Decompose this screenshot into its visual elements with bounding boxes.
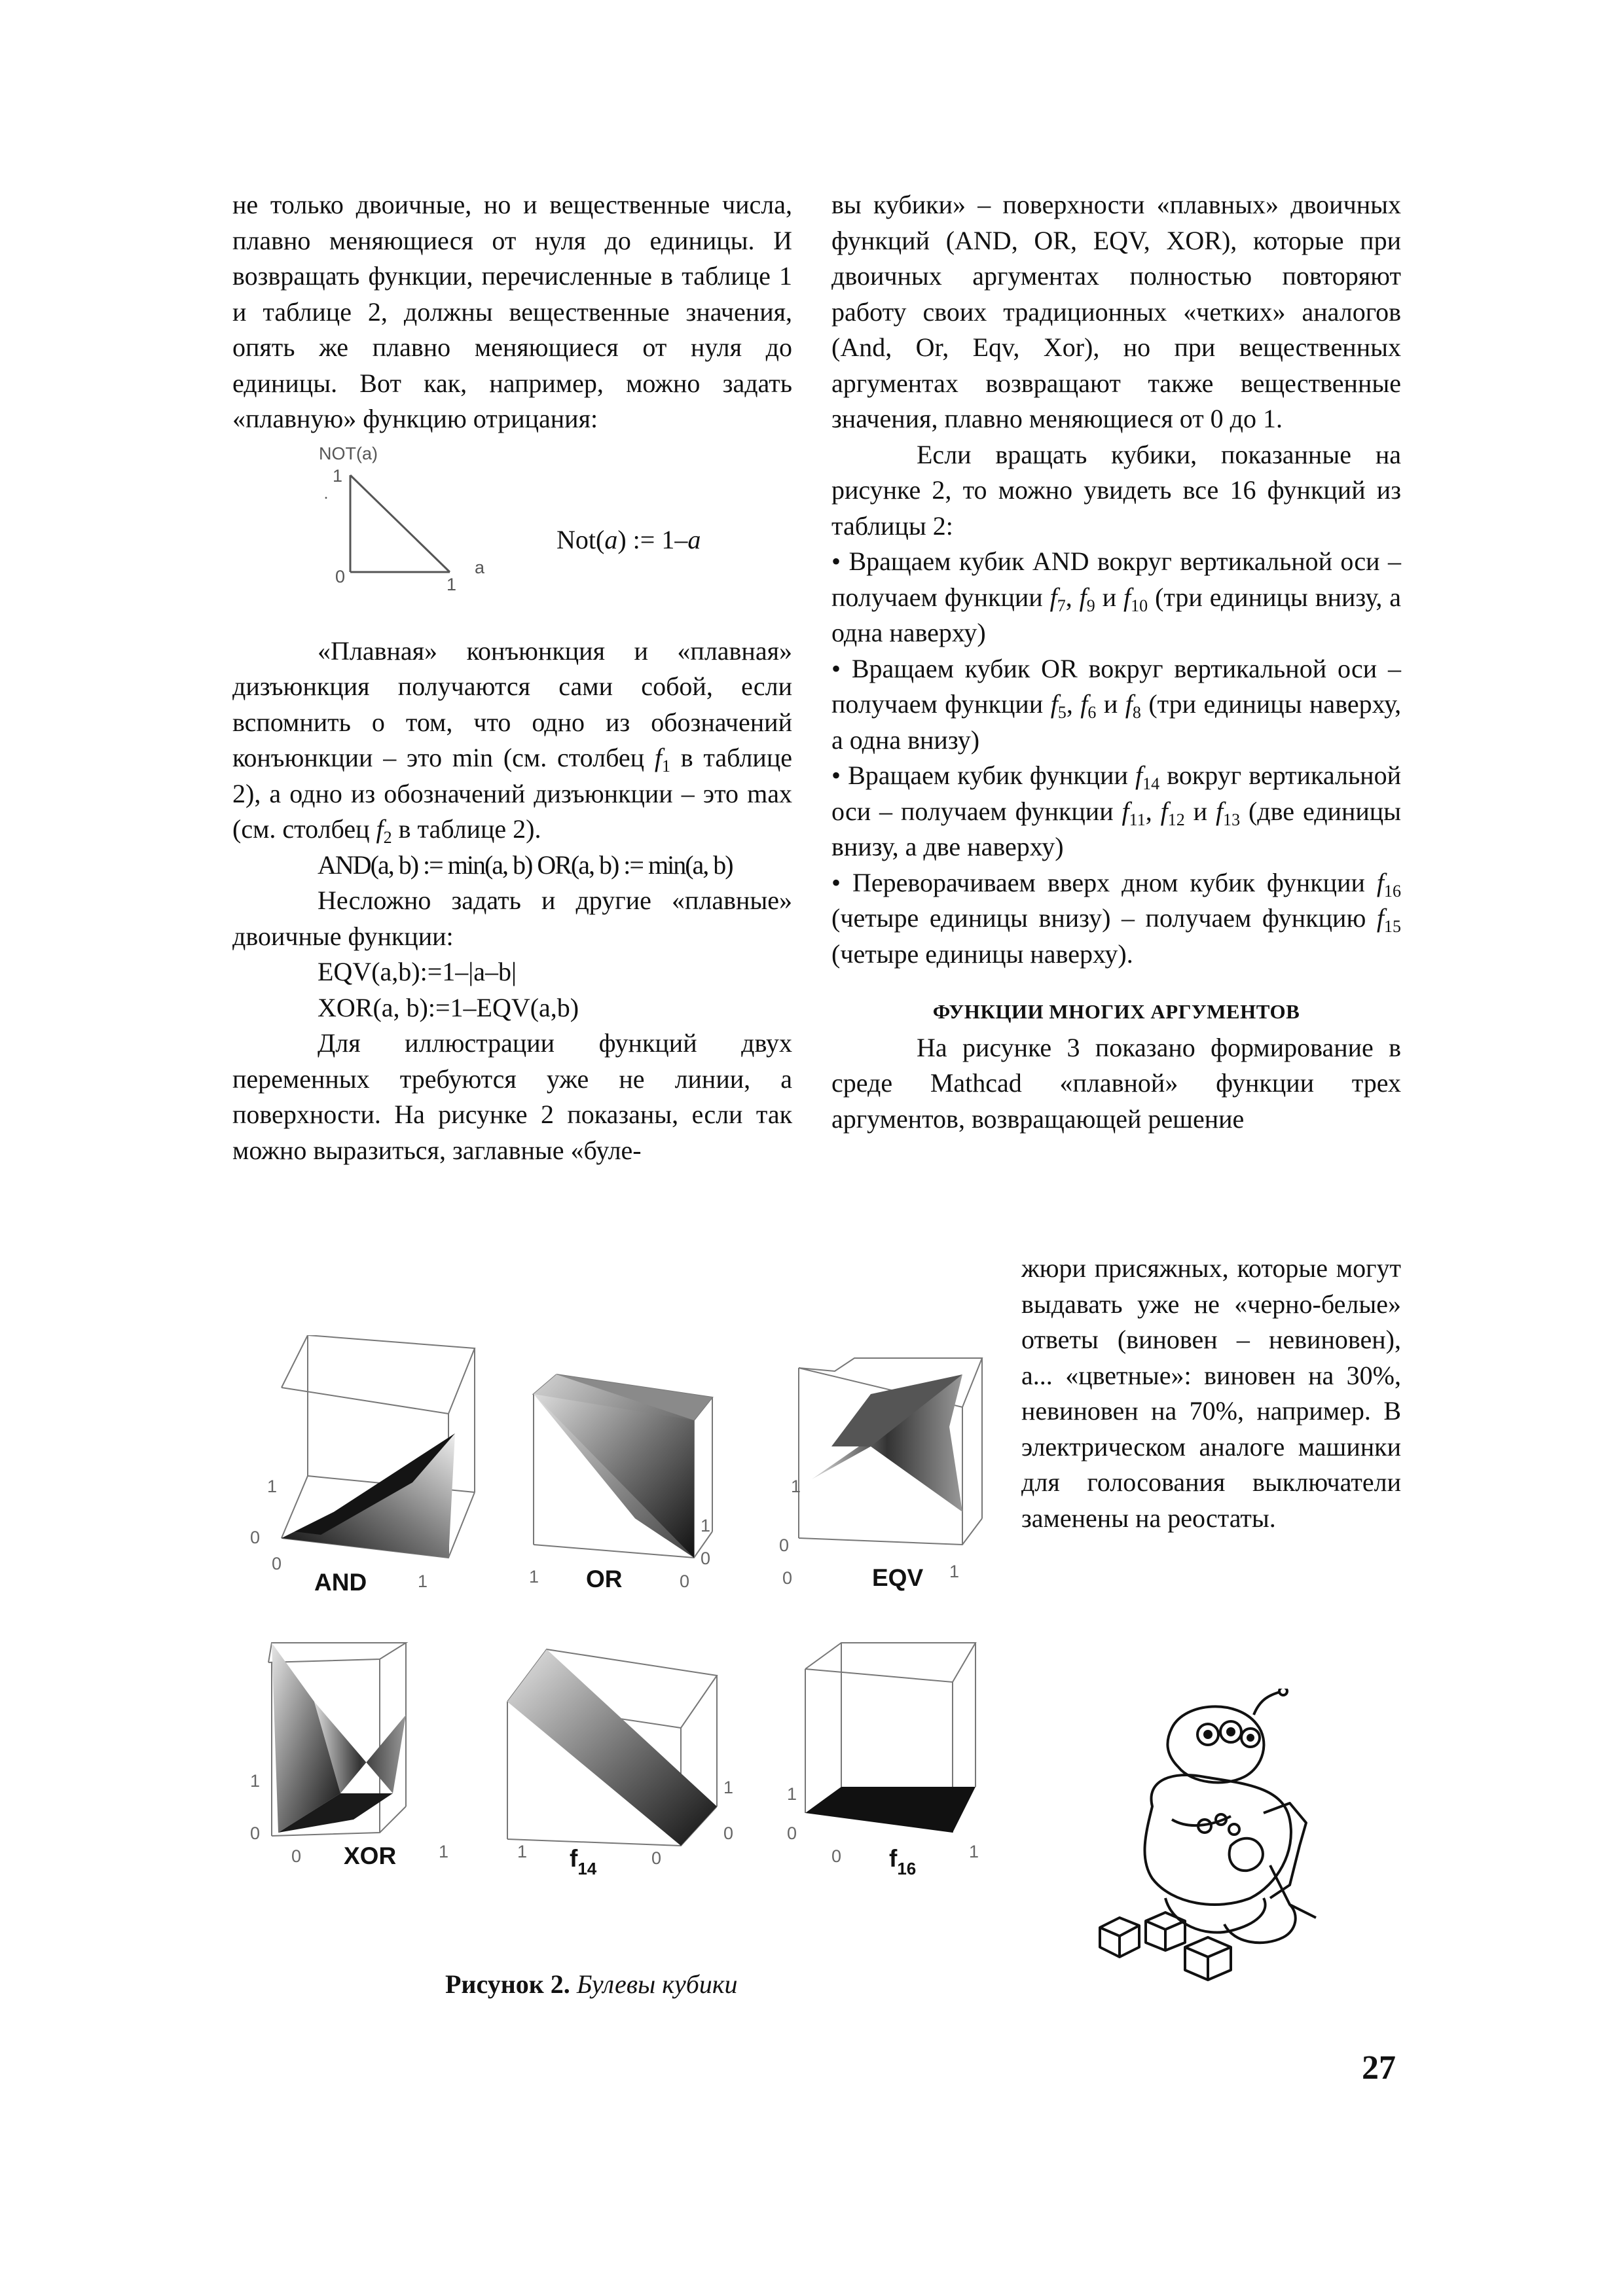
page-number: 27 xyxy=(1362,2049,1396,2087)
svg-text:1: 1 xyxy=(529,1567,539,1587)
svg-text:1: 1 xyxy=(701,1516,711,1535)
svg-text:1: 1 xyxy=(723,1778,734,1797)
not-graph-line xyxy=(350,475,450,572)
cube-or-label: OR xyxy=(586,1566,623,1592)
cube-and-label: AND xyxy=(314,1569,367,1596)
svg-text:0: 0 xyxy=(272,1554,282,1573)
left-paragraph-2: «Плавная» конъюнкция и «плавная» дизъюнкция получаются сами собой, если вспомнить о том, что одно из обозначений конъюнкции – это min (см. столбец $f_1$ в таблице 2), а одно из обозначений дизъюнкции – это max (см. столбец $f_2$ в таблице 2). xyxy=(232,636,793,847)
svg-text:0: 0 xyxy=(831,1846,842,1866)
svg-text:1: 1 xyxy=(949,1562,960,1581)
right-column xyxy=(831,187,1401,1137)
boolean-cubes-figure xyxy=(242,1335,1048,1990)
svg-text:1: 1 xyxy=(250,1771,261,1791)
cube-and xyxy=(250,1335,475,1596)
left-paragraph-3: Несложно задать и другие «плавные» двоичные функции: xyxy=(232,886,792,951)
not-graph xyxy=(232,442,792,632)
cube-xor-label: XOR xyxy=(344,1842,397,1869)
bullet-2: • Вращаем кубик OR вокруг вертикальной оси – получаем функции $f_5$, $f_6$ и $f_8$ (три единицы наверху, а одна внизу) xyxy=(831,651,1401,759)
xor-formula: XOR(a, b):=1–EQV(a,b) xyxy=(318,992,579,1022)
cube-eqv-label: EQV xyxy=(872,1564,924,1591)
svg-text:0: 0 xyxy=(723,1823,734,1843)
svg-text:1: 1 xyxy=(791,1477,801,1496)
not-function-block xyxy=(232,437,792,634)
not-graph-title: NOT(a) xyxy=(319,443,378,463)
svg-text:0: 0 xyxy=(291,1846,302,1866)
eqv-formula: EQV(a,b):=1–|a–b| xyxy=(318,957,517,986)
bullet-3: • Вращаем кубик функции $f_{14}$ вокруг вертикальной оси – получаем функции $f_{11}$, $f_{12}$ и $f_{13}$ (две единицы внизу, а две наверху) xyxy=(831,758,1401,865)
cube-f16-label: $f_{16}$ xyxy=(889,1845,917,1878)
svg-text:0: 0 xyxy=(250,1823,261,1843)
cube-f16 xyxy=(787,1643,979,1878)
section-heading: ФУНКЦИИ МНОГИХ АРГУМЕНТОВ xyxy=(932,1000,1300,1023)
robot-illustration xyxy=(1074,1689,1362,1990)
cube-f14 xyxy=(507,1649,733,1878)
svg-text:0: 0 xyxy=(680,1571,690,1591)
svg-text:1: 1 xyxy=(787,1784,797,1804)
bullet-1: • Вращаем кубик AND вокруг вертикальной оси – получаем функции $f_7$, $f_9$ и $f_{10}$ (три единицы внизу, а одна наверху) xyxy=(831,544,1401,651)
cube-f14-label: $f_{14}$ xyxy=(570,1845,597,1878)
svg-text:0: 0 xyxy=(787,1823,797,1843)
right-paragraph-2: Если вращать кубики, показанные на рисунке 2, то можно увидеть все 16 функций из таблицы 2: xyxy=(831,439,1401,541)
not-graph-origin: 0 xyxy=(335,566,346,586)
svg-text:1: 1 xyxy=(439,1842,449,1861)
and-or-formula: AND(a, b) := min(a, b) OR(a, b) := min(a, b) xyxy=(318,850,733,880)
svg-text:1: 1 xyxy=(517,1842,528,1861)
svg-text:1: 1 xyxy=(267,1477,278,1496)
not-formula: Not(a) := 1–a xyxy=(556,524,701,554)
svg-text:0: 0 xyxy=(651,1848,662,1868)
cube-xor xyxy=(250,1643,448,1869)
not-graph-dot: . xyxy=(324,485,328,503)
cube-eqv xyxy=(779,1358,982,1591)
figure-caption: Рисунок 2. Булевы кубики xyxy=(445,1969,738,1999)
svg-text:1: 1 xyxy=(969,1842,979,1861)
svg-text:0: 0 xyxy=(782,1568,793,1588)
right-paragraph-3: На рисунке 3 показано формирование в среде Mathcad «плавной» функции трех аргументов, возвращающей решение xyxy=(831,1032,1401,1134)
not-graph-x-one: 1 xyxy=(447,574,457,594)
svg-text:0: 0 xyxy=(250,1528,261,1547)
right-paragraph-3-continued: жюри присяжных, которые могут выдавать уже не «черно-белые» ответы (виновен – невиновен), а... «цветные»: виновен на 30%, невиновен на 70%, например. В электрическом аналоге машинки для голосования выключатели заменены на реостаты. xyxy=(1021,1253,1401,1533)
left-paragraph-1: не только двоичные, но и вещественные числа, плавно меняющиеся от нуля до единицы. И возвращать функции, перечисленные в таблице 1 и таблице 2, должны вещественные значения, опять же плавно меняющиеся от нуля до единицы. Вот как, например, можно задать «плавную» функцию отрицания: xyxy=(232,190,792,433)
left-paragraph-4: Для иллюстрации функций двух переменных требуются уже не линии, а поверхности. На рисунке 2 показаны, если так можно выразиться, заглавные «буле- xyxy=(232,1028,792,1165)
svg-text:0: 0 xyxy=(779,1535,790,1555)
svg-text:1: 1 xyxy=(418,1571,428,1591)
bullet-4: • Переворачиваем вверх дном кубик функции $f_{16}$ (четыре единицы внизу) – получаем функцию $f_{15}$ (четыре единицы наверху). xyxy=(831,865,1401,973)
not-graph-x-label: a xyxy=(475,557,485,577)
left-column xyxy=(232,187,792,1168)
not-graph-y-one: 1 xyxy=(333,465,343,486)
right-paragraph-1: вы кубики» – поверхности «плавных» двоичных функций (AND, OR, EQV, XOR), которые при двоичных аргументах полностью повторяют работу своих традиционных «четких» аналогов (And, Or, Eqv, Xor), но при вещественных аргументах возвращают также вещественные значения, плавно меняющиеся от 0 до 1. xyxy=(831,190,1401,433)
svg-text:0: 0 xyxy=(701,1549,711,1568)
cube-or xyxy=(529,1374,712,1592)
